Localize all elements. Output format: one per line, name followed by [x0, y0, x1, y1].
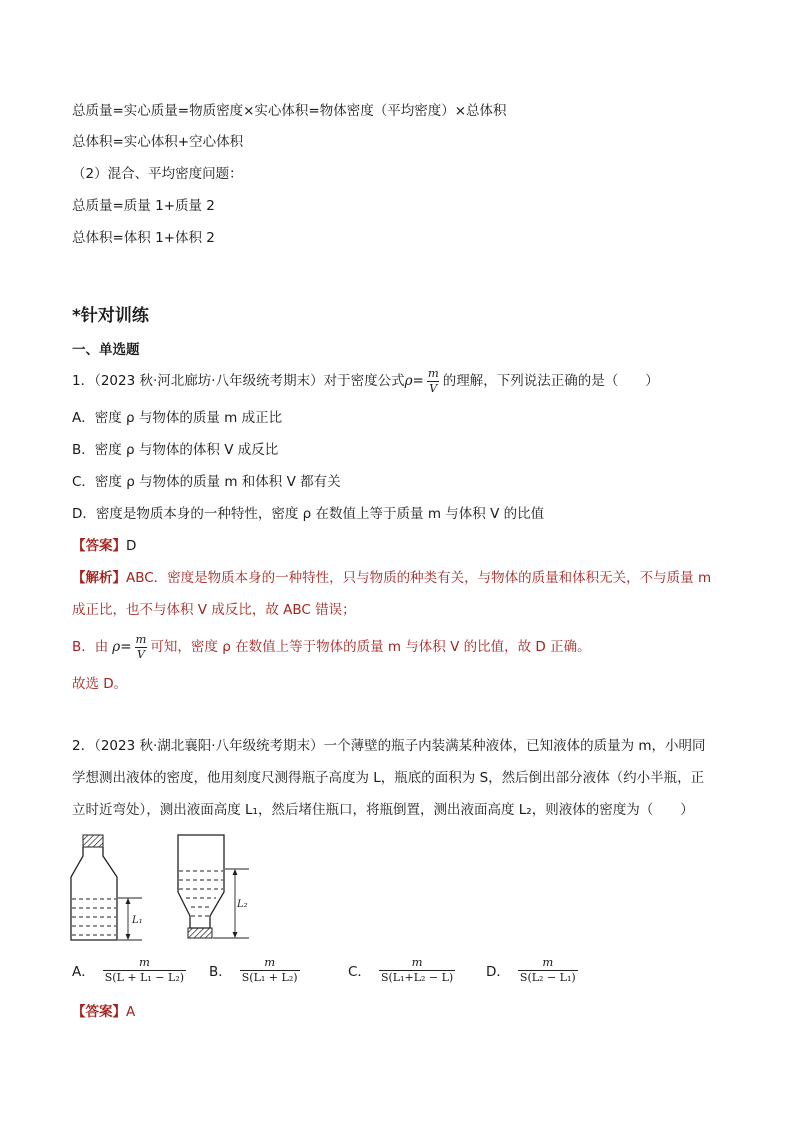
- q1-analysis-formula-lhs: ρ=: [112, 638, 132, 655]
- q1-option-c: C．密度 ρ 与物体的质量 m 和体积 V 都有关: [72, 474, 341, 490]
- q1-option-b: B．密度 ρ 与物体的体积 V 成反比: [72, 442, 279, 458]
- section-title: *针对训练: [72, 306, 149, 326]
- q1-option-d: D．密度是物质本身的一种特性，密度 ρ 在数值上等于质量 m 与体积 V 的比值: [72, 506, 545, 522]
- figure-label-l2: L₂: [237, 899, 248, 910]
- q2-option-a-denominator: S(L + L₁ − L₂): [104, 970, 185, 984]
- q1-formula-denominator: V: [429, 381, 438, 395]
- q1-option-a: A．密度 ρ 与物体的质量 m 成正比: [72, 410, 283, 426]
- q2-option-c-numerator: m: [411, 955, 423, 969]
- figure-label-l1: L₁: [132, 915, 143, 926]
- q1-answer-value: D: [126, 538, 137, 554]
- liquid-level-lines: [72, 899, 116, 935]
- q1-formula-numerator: m: [427, 366, 439, 380]
- q2-option-b-label: B．: [209, 963, 232, 980]
- summary-line-total-mass: 总质量=实心质量=物质密度×实心体积=物体密度（平均密度）×总体积: [72, 103, 507, 119]
- q2-stem-line-3: 立时近弯处），测出液面高度 L₁，然后堵住瓶口，将瓶倒置，测出液面高度 L₂，则液体的密度为（ ）: [72, 802, 694, 818]
- q1-analysis-line-3: [72, 634, 591, 660]
- q1-analysis-formula-fraction: [134, 634, 149, 660]
- arrow-down: [126, 934, 131, 940]
- q2-option-b: [209, 957, 302, 983]
- bottle-cap-hatch: [83, 835, 103, 847]
- q1-stem: [72, 368, 659, 394]
- q2-answer-label: 【答案】: [72, 1004, 126, 1020]
- q1-answer: [72, 536, 136, 556]
- q1-stem-before: 1．（2023 秋·河北廊坊·八年级统考期末）对于密度公式: [72, 372, 405, 389]
- q1-answer-label: 【答案】: [72, 538, 126, 554]
- inverted-arrow-down: [233, 932, 238, 938]
- q1-formula-lhs: ρ=: [404, 372, 424, 389]
- q1-analysis-label: 【解析】: [72, 570, 126, 586]
- q2-option-d-label: D．: [486, 963, 510, 980]
- q2-option-a-label: A．: [72, 963, 95, 980]
- upright-bottle-figure: [68, 832, 150, 944]
- q2-answer: [72, 1002, 135, 1022]
- q1-analysis-line3-before: B．由: [72, 638, 109, 655]
- q2-option-a-numerator: m: [138, 955, 150, 969]
- q1-analysis-line3-after: 可知，密度 ρ 在数值上等于物体的质量 m 与体积 V 的比值，故 D 正确。: [150, 638, 591, 655]
- q2-option-c: [348, 957, 457, 983]
- q1-analysis-formula-denominator: V: [136, 647, 145, 661]
- summary-line-volume-sum: 总体积=体积 1+体积 2: [72, 230, 215, 246]
- q1-analysis-text-1: ABC．密度是物质本身的一种特性，只与物质的种类有关，与物体的质量和体积无关，不与质量 m: [126, 570, 712, 586]
- arrow-up: [126, 898, 131, 904]
- q1-conclusion: 故选 D。: [72, 676, 128, 692]
- q2-option-a-fraction: [103, 957, 186, 983]
- summary-line-mixing-heading: （2）混合、平均密度问题：: [72, 166, 243, 182]
- q2-stem-line-2: 学想测出液体的密度，他用刻度尺测得瓶子高度为 L，瓶底的面积为 S，然后倒出部分液体（约小半瓶，正: [72, 770, 705, 786]
- q2-answer-value: A: [126, 1004, 136, 1020]
- summary-line-mass-sum: 总质量=质量 1+质量 2: [72, 198, 215, 214]
- q1-stem-after: 的理解，下列说法正确的是（ ）: [442, 372, 659, 389]
- q2-stem-line-1: 2．（2023 秋·湖北襄阳·八年级统考期末）一个薄壁的瓶子内装满某种液体，已知液体的质量为 m，小明同: [72, 738, 706, 754]
- inverted-liquid-lines: [179, 871, 223, 916]
- q2-option-c-fraction: [379, 957, 455, 983]
- q2-option-d-denominator: S(L₂ − L₁): [519, 970, 576, 984]
- q2-option-c-label: C．: [348, 963, 371, 980]
- q2-option-d: [486, 957, 580, 983]
- q1-formula-fraction: [426, 368, 441, 394]
- q1-analysis-line-1: [72, 568, 711, 588]
- inverted-cap-hatch: [188, 928, 212, 938]
- q1-analysis-formula-numerator: m: [135, 632, 147, 646]
- q2-option-b-fraction: [240, 957, 300, 983]
- q1-analysis-line-2: 成正比，也不与体积 V 成反比，故 ABC 错误；: [72, 602, 356, 618]
- inverted-arrow-up: [233, 869, 238, 875]
- q2-option-c-denominator: S(L₁+L₂ − L): [380, 970, 454, 984]
- inverted-bottle-outline: [178, 835, 224, 928]
- q2-option-d-numerator: m: [542, 955, 554, 969]
- summary-line-total-volume: 总体积=实心体积+空心体积: [72, 134, 244, 150]
- q2-option-a: [72, 957, 188, 983]
- inverted-bottle-figure: [175, 832, 257, 944]
- q2-option-b-denominator: S(L₁ + L₂): [241, 970, 298, 984]
- q2-option-b-numerator: m: [264, 955, 276, 969]
- q2-option-d-fraction: [518, 957, 578, 983]
- subsection-title: 一、单选题: [72, 342, 140, 358]
